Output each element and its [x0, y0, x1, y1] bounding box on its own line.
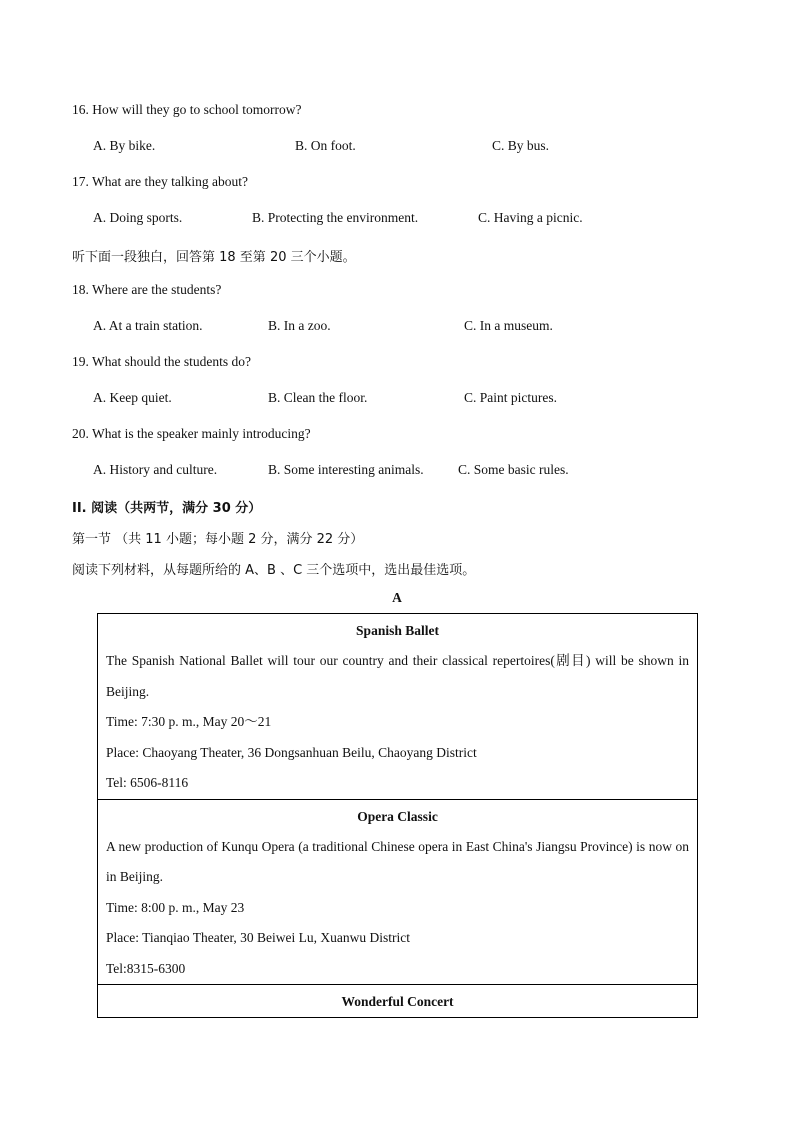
ad-title: Opera Classic — [357, 808, 438, 824]
option-16b: B. On foot. — [295, 138, 356, 153]
option-20b: B. Some interesting animals. — [268, 462, 424, 477]
ad-title: Wonderful Concert — [341, 994, 454, 1009]
option-17c: C. Having a picnic. — [478, 210, 583, 225]
ad-description: The Spanish National Ballet will tour our country and their classical repertoires(剧目) will be shown in Beijing. — [106, 653, 689, 699]
ad-tel: Tel: 6506-8116 — [106, 775, 189, 790]
option-18a: A. At a train station. — [93, 318, 203, 333]
monologue-instruction: 听下面一段独白，回答第 18 至第 20 三个小题。 — [72, 250, 356, 265]
option-17a: A. Doing sports. — [93, 210, 183, 225]
ad-place: Place: Tianqiao Theater, 30 Beiwei Lu, Xuanwu District — [106, 930, 411, 945]
option-19c: C. Paint pictures. — [464, 390, 557, 405]
option-20c: C. Some basic rules. — [458, 462, 569, 477]
option-19b: B. Clean the floor. — [268, 390, 368, 405]
question-19: 19. What should the students do? — [72, 354, 251, 369]
ad-wonderful-concert — [98, 985, 698, 1018]
ad-title: Spanish Ballet — [356, 623, 439, 638]
question-20: 20. What is the speaker mainly introducing? — [72, 426, 311, 441]
ad-tel: Tel:8315-6300 — [106, 960, 186, 976]
option-16c: C. By bus. — [492, 138, 550, 153]
reading-section-title: II. 阅读（共两节，满分 30 分） — [72, 501, 262, 516]
reading-part-one: 第一节 （共 11 小题；每小题 2 分，满分 22 分） — [72, 532, 364, 547]
passage-label: A — [392, 590, 402, 605]
question-18: 18. Where are the students? — [72, 282, 222, 297]
option-18c: C. In a museum. — [464, 318, 553, 333]
question-17: 17. What are they talking about? — [72, 174, 248, 189]
ad-time: Time: 7:30 p. m., May 20～21 — [106, 714, 272, 729]
option-16a: A. By bike. — [93, 138, 156, 153]
ad-time: Time: 8:00 p. m., May 23 — [106, 899, 245, 915]
option-18b: B. In a zoo. — [268, 318, 331, 333]
question-16: 16. How will they go to school tomorrow? — [72, 102, 302, 117]
option-20a: A. History and culture. — [93, 462, 218, 477]
reading-instruction: 阅读下列材料，从每题所给的 A、B 、C 三个选项中，选出最佳选项。 — [72, 563, 476, 578]
ad-opera-classic — [98, 799, 698, 985]
ad-spanish-ballet — [98, 614, 698, 800]
ad-description: A new production of Kunqu Opera (a traditional Chinese opera in East China's Jiangsu Province) is now on in Beijing. — [106, 838, 689, 884]
ad-place: Place: Chaoyang Theater, 36 Dongsanhuan Beilu, Chaoyang District — [106, 744, 477, 760]
ads-table — [97, 613, 698, 1018]
option-17b: B. Protecting the environment. — [252, 210, 419, 225]
option-19a: A. Keep quiet. — [93, 390, 172, 405]
